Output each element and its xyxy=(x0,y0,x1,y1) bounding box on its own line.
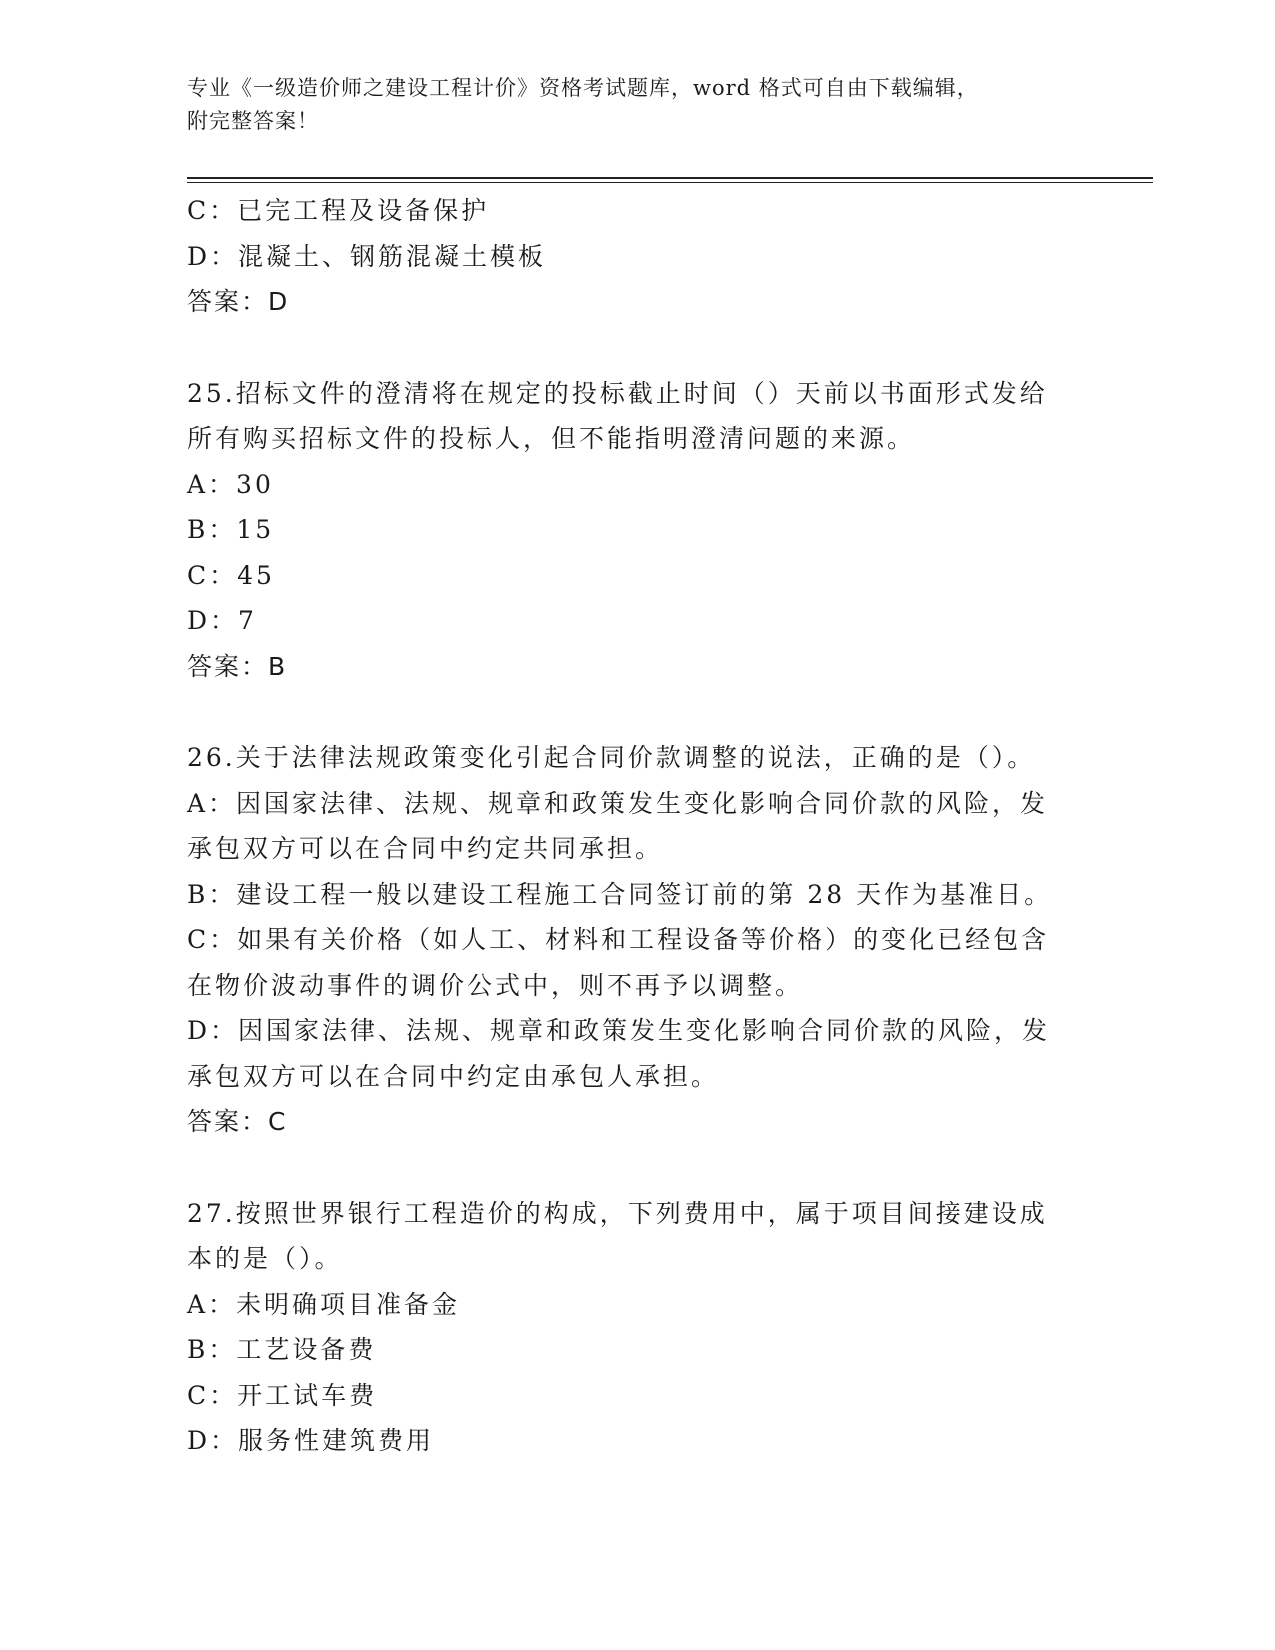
document-header xyxy=(187,72,1067,138)
option-d: D：混凝土、钢筋混凝土模板 xyxy=(187,241,547,271)
option-d: D：服务性建筑费用 xyxy=(187,1426,435,1455)
option-c: C：已完工程及设备保护 xyxy=(187,196,490,225)
header-divider-thick xyxy=(187,177,1153,179)
answer-line: 答案：C xyxy=(187,1107,288,1136)
question-stem: 26.关于法律法规政策变化引起合同价款调整的说法，正确的是（）。 xyxy=(187,743,1036,772)
question-stem: 27.按照世界银行工程造价的构成，下列费用中，属于项目间接建设成 xyxy=(187,1198,1048,1228)
option-a: A：未明确项目准备金 xyxy=(187,1289,461,1319)
option-a: A：因国家法律、法规、规章和政策发生变化影响合同价款的风险，发 xyxy=(187,788,1049,818)
question-stem: 25.招标文件的澄清将在规定的投标截止时间（）天前以书面形式发给 xyxy=(187,378,1048,408)
question-25 xyxy=(187,371,1067,690)
question-26 xyxy=(187,735,1067,1145)
option-d: D：因国家法律、法规、规章和政策发生变化影响合同价款的风险，发 xyxy=(187,1016,1051,1045)
option-a: A：30 xyxy=(187,469,274,499)
question-list xyxy=(187,188,1067,1464)
option-c: C：开工试车费 xyxy=(187,1380,378,1410)
question-24-tail xyxy=(187,188,1067,325)
option-c: C：如果有关价格（如人工、材料和工程设备等价格）的变化已经包含 xyxy=(187,925,1050,954)
option-b: B：建设工程一般以建设工程施工合同签订前的第 28 天作为基准日。 xyxy=(187,879,1053,909)
option-d: D：7 xyxy=(187,606,257,635)
header-divider-thin xyxy=(187,182,1153,183)
question-27 xyxy=(187,1191,1067,1464)
answer-line: 答案：D xyxy=(187,287,290,316)
option-c: C：45 xyxy=(187,560,275,590)
header-line-2: 附完整答案！ xyxy=(187,109,319,133)
header-line-1: 专业《一级造价师之建设工程计价》资格考试题库，word 格式可自由下载编辑， xyxy=(187,76,979,100)
spacer xyxy=(187,1145,1067,1191)
answer-line: 答案：B xyxy=(187,651,288,681)
option-c-continued: 在物价波动事件的调价公式中，则不再予以调整。 xyxy=(187,970,804,1000)
spacer xyxy=(187,325,1067,371)
option-b: B：15 xyxy=(187,515,275,544)
option-d-continued: 承包双方可以在合同中约定由承包人承担。 xyxy=(187,1061,720,1091)
spacer xyxy=(187,689,1067,735)
option-b: B：工艺设备费 xyxy=(187,1335,377,1364)
question-stem-continued: 所有购买招标文件的投标人，但不能指明澄清问题的来源。 xyxy=(187,424,916,453)
option-a-continued: 承包双方可以在合同中约定共同承担。 xyxy=(187,834,664,863)
question-stem-continued: 本的是（）。 xyxy=(187,1244,343,1273)
